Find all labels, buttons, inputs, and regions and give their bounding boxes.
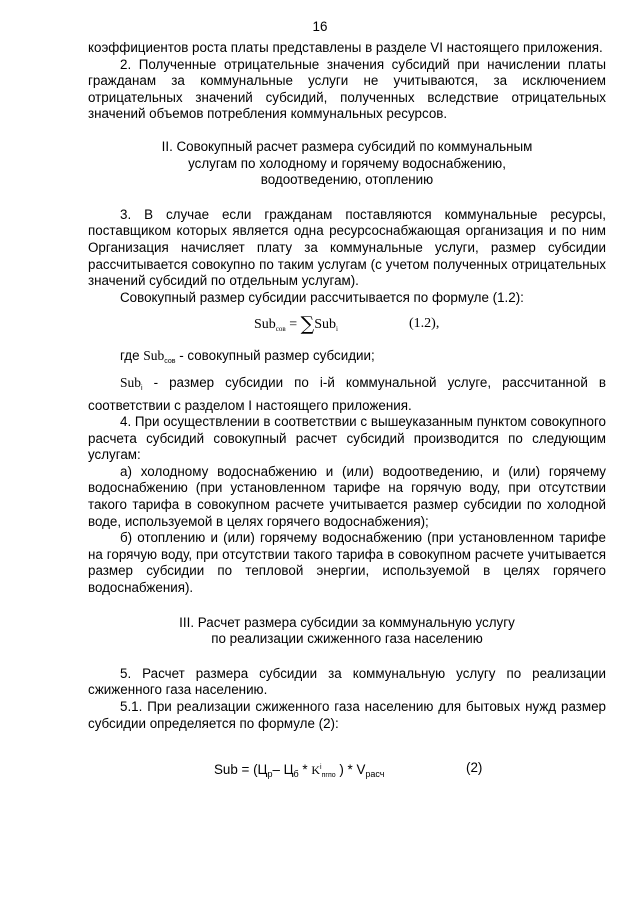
- formula-2-line: [88, 732, 606, 782]
- section-3-title-line-1: III. Расчет размера субсидии за коммунальную услугу: [179, 614, 515, 630]
- formula-2: Sub = ($Ц_р-$ $Ц_б * K^i_{пгпо}$ ) * $V_{расч}$: [214, 762, 385, 780]
- where-line: где Sub$_{сов}$ - совокупный размер субсидии;: [120, 348, 375, 366]
- paragraph-2: 2. Полученные отрицательные значения субсидий при начислении платы гражданам за коммунальные услуги не учитываются, за исключением отрицательных значений субсидий, полученных вследствие отрицательных значений объемов потребления коммунальных ресурсов.: [88, 56, 606, 122]
- paragraph-3: 3. В случае если гражданам поставляются коммунальные ресурсы, поставщиком которых является одна ресурсоснабжающая организация и по ним Организация начисляет плату за коммунальные услуги, размер субсидии рассчитывается совокупно по таким услугам (с учетом полученных отрицательных значений субсидий по отдельным услугам).: [88, 206, 606, 289]
- section-2-title: II. Совокупный расчет размера субсидий по коммунальным услугам по холодному и горячему водоснабжению, водоотведению, отоплению: [161, 138, 533, 188]
- document-body: [88, 40, 606, 782]
- formula-1: Sub$_{сов}$ = ∑Sub$_i$: [254, 313, 338, 336]
- paragraph-4b: б) отоплению и (или) горячему водоснабжению (при установленном тарифе на горячую воду, при отсутствии такого тарифа в совокупном расчете учитывается размер субсидии по тепловой энергии, используемой в целях горячего водоснабжения).: [88, 530, 606, 596]
- paragraph-4: 4. При осуществлении в соответствии с вышеуказанным пунктом совокупного расчета субсидий совокупный расчет субсидий производится по следующим услугам:: [88, 414, 606, 463]
- definition-sub-i: Sub$_i$ - размер субсидии по i-й коммунальной услуге, рассчитанной в соответствии с разделом I настоящего приложения.: [88, 374, 606, 413]
- paragraph-5-1: 5.1. При реализации сжиженного газа населению для бытовых нужд размер субсидии определяется по формуле (2):: [88, 699, 606, 731]
- section-3-title-line-2: по реализации сжиженного газа населению: [211, 631, 483, 647]
- paragraph-4a: а) холодному водоснабжению и (или) водоотведению, и (или) горячему водоснабжению (при установленном тарифе на горячую воду, при отсутствии такого тарифа в совокупном расчете учитывается размер субсидии по холодной воде, используемой в целях горячего водоснабжения);: [88, 463, 606, 529]
- formula-2-number: (2): [466, 760, 483, 776]
- paragraph-5: 5. Расчет размера субсидии за коммунальную услугу по реализации сжиженного газа населению.: [88, 665, 606, 698]
- sum-symbol: ∑: [300, 313, 315, 336]
- formula-1-number: (1.2),: [409, 316, 440, 332]
- paragraph-intro: коэффициентов роста платы представлены в разделе VI настоящего приложения.: [88, 40, 603, 55]
- formula-1-line: [88, 306, 606, 340]
- paragraph-3-formula-intro: Совокупный размер субсидии рассчитывается по формуле (1.2):: [120, 289, 524, 305]
- page-number: 16: [312, 19, 328, 34]
